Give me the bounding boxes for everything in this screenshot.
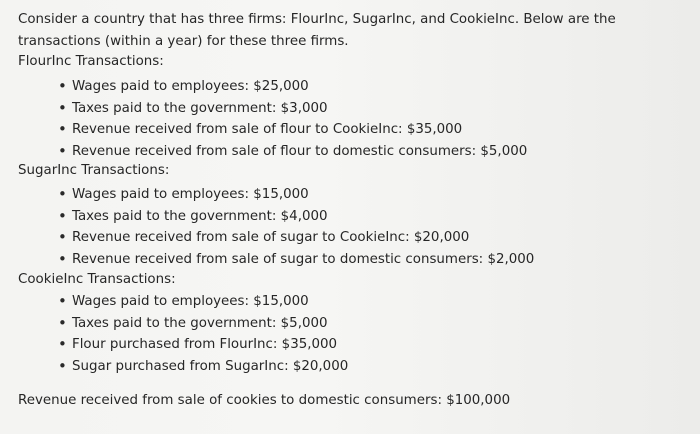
- flourinc-transactions-list: [58, 76, 527, 163]
- cookieinc-transactions-list: [58, 291, 348, 378]
- flourinc-heading: FlourInc Transactions:: [18, 54, 164, 69]
- list-item: • Sugar purchased from SugarInc: $20,000: [58, 356, 348, 378]
- sugarinc-transactions-list: [58, 184, 534, 271]
- list-item: • Revenue received from sale of flour to domestic consumers: $5,000: [58, 141, 527, 163]
- list-item: • Taxes paid to the government: $4,000: [58, 206, 534, 228]
- list-item: • Flour purchased from FlourInc: $35,000: [58, 334, 348, 356]
- list-item: • Taxes paid to the government: $3,000: [58, 98, 527, 120]
- list-item: • Wages paid to employees: $15,000: [58, 291, 348, 313]
- list-item: • Wages paid to employees: $15,000: [58, 184, 534, 206]
- list-item: • Wages paid to employees: $25,000: [58, 76, 527, 98]
- list-item: • Taxes paid to the government: $5,000: [58, 313, 348, 335]
- cookie-revenue-line: Revenue received from sale of cookies to domestic consumers: $100,000: [18, 393, 511, 408]
- list-item: • Revenue received from sale of sugar to domestic consumers: $2,000: [58, 249, 534, 271]
- sugarinc-heading: SugarInc Transactions:: [18, 163, 170, 178]
- list-item: • Revenue received from sale of flour to CookieInc: $35,000: [58, 119, 527, 141]
- list-item: • Revenue received from sale of sugar to CookieInc: $20,000: [58, 227, 534, 249]
- intro-paragraph: Consider a country that has three firms: FlourInc, SugarInc, and CookieInc. Below are the transactions (within a year) for these three firms.: [18, 12, 616, 49]
- cookieinc-heading: CookieInc Transactions:: [18, 272, 176, 287]
